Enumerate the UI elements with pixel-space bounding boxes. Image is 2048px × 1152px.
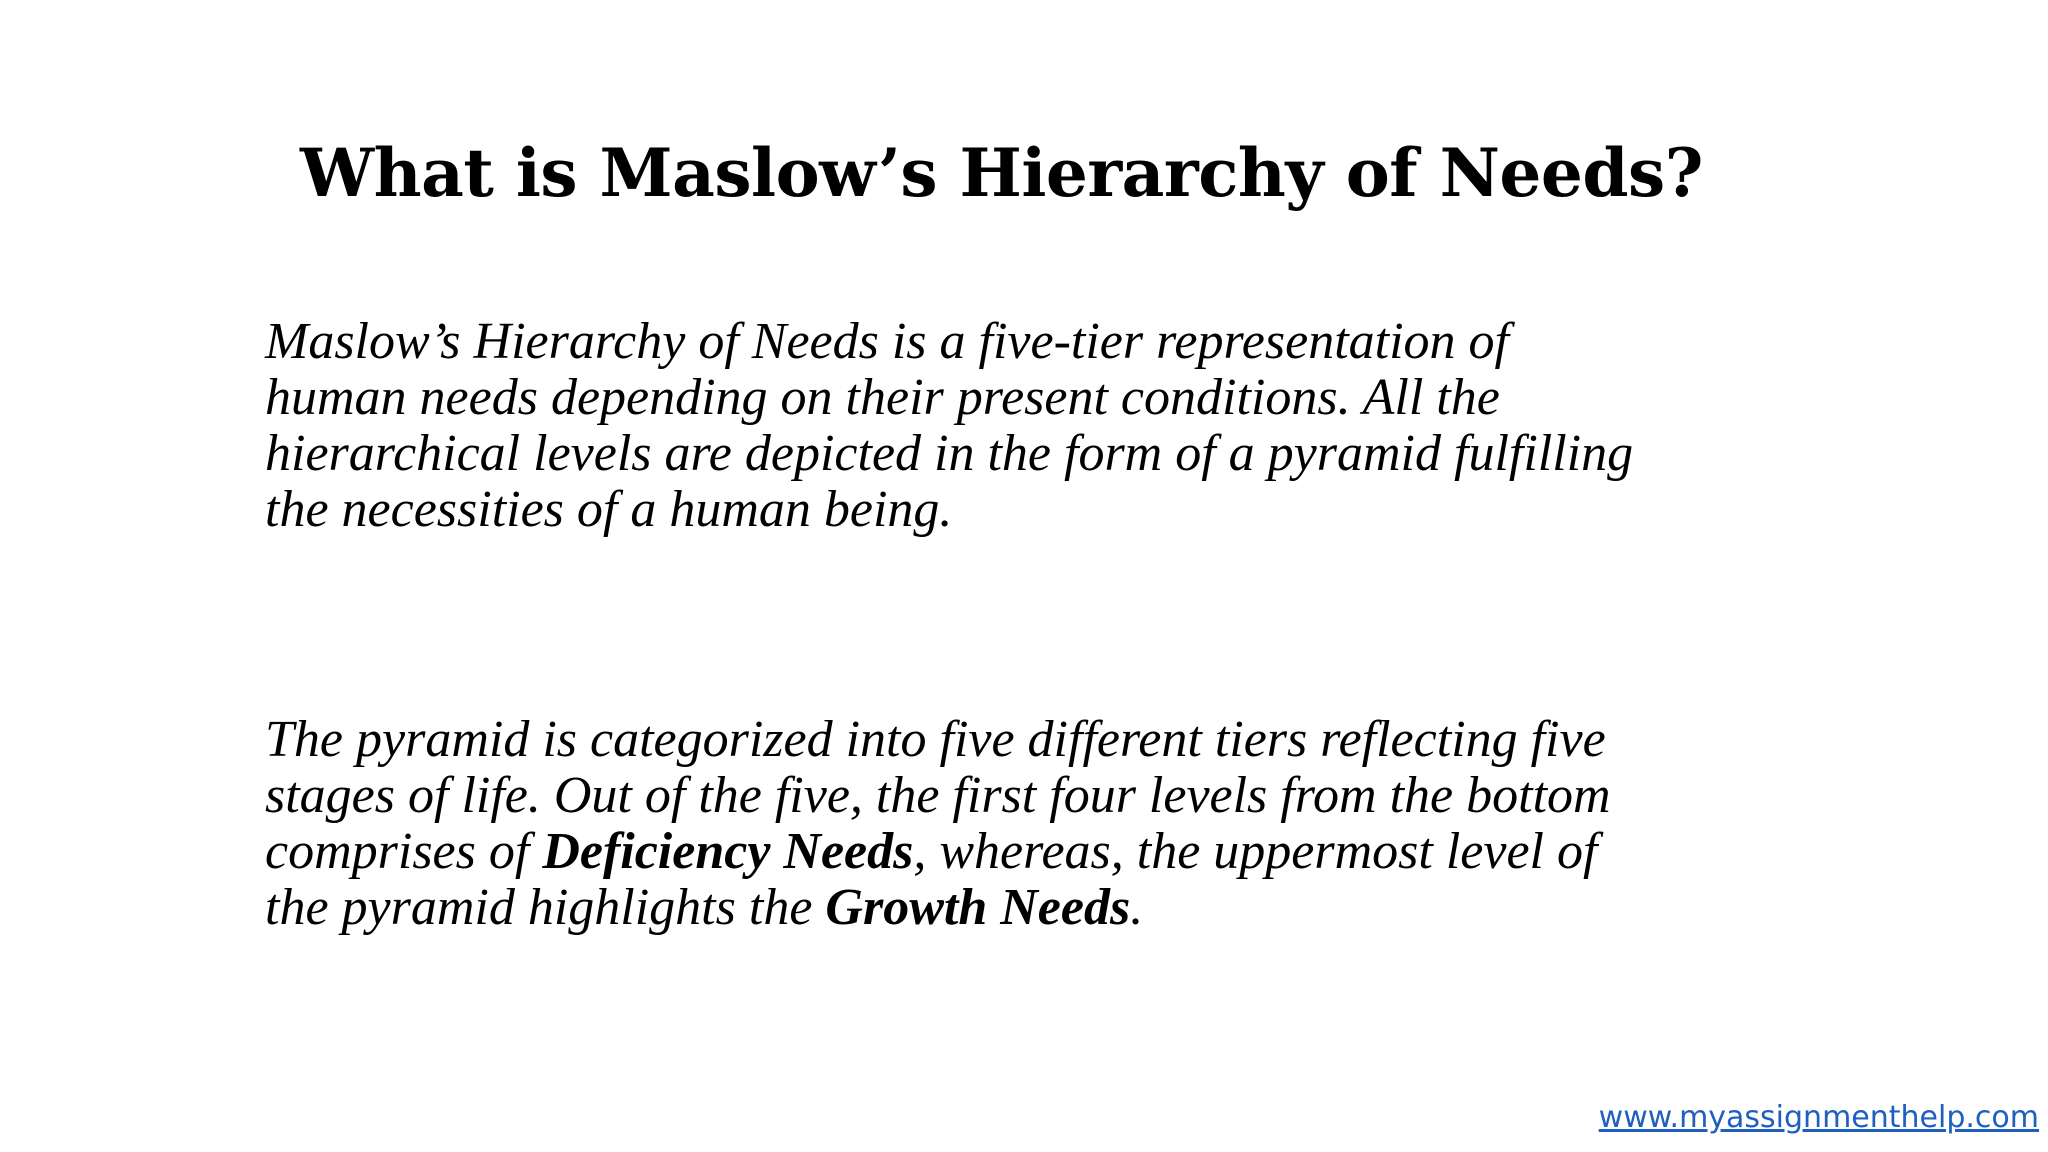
website-link[interactable]: www.myassignmenthelp.com: [1598, 1100, 2039, 1135]
pyramid-paragraph-line: [265, 880, 1885, 936]
growth-needs-term: Growth Needs: [825, 879, 1131, 936]
intro-paragraph-line: hierarchical levels are depicted in the form of a pyramid fulfilling: [265, 425, 1634, 482]
intro-paragraph: [265, 314, 1885, 538]
intro-paragraph-line: the necessities of a human being.: [265, 481, 953, 538]
intro-paragraph-line: Maslow’s Hierarchy of Needs is a five-tier representation of: [265, 313, 1509, 370]
deficiency-needs-term: Deficiency Needs: [542, 823, 914, 880]
intro-paragraph-line: human needs depending on their present conditions. All the: [265, 369, 1500, 426]
pyramid-paragraph-line: stages of life. Out of the five, the first four levels from the bottom: [265, 767, 1611, 824]
pyramid-line-text: comprises of: [265, 823, 543, 880]
pyramid-line-text: .: [1130, 879, 1144, 936]
pyramid-paragraph: [265, 712, 1885, 936]
pyramid-line-text: the pyramid highlights the: [265, 879, 826, 936]
pyramid-paragraph-line: [265, 824, 1885, 880]
slide-title: What is Maslow’s Hierarchy of Needs?: [300, 134, 1703, 212]
pyramid-line-text: , whereas, the uppermost level of: [913, 823, 1598, 880]
pyramid-paragraph-line: The pyramid is categorized into five different tiers reflecting five: [265, 711, 1606, 768]
